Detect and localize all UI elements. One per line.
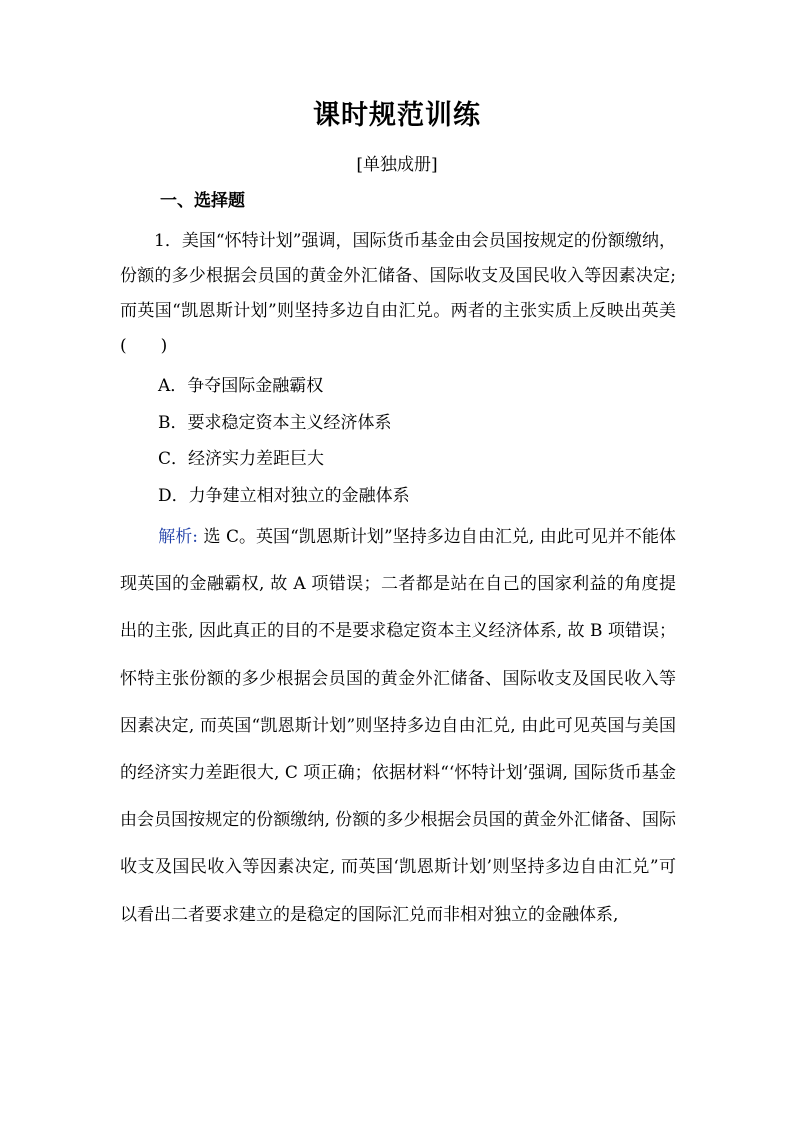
option-b: B．要求稳定资本主义经济体系 xyxy=(158,412,392,433)
section-heading: 一、选择题 xyxy=(160,191,245,211)
question-1 xyxy=(120,224,676,364)
analysis-label: 解析: xyxy=(158,527,199,547)
question-text: 1．美国“怀特计划”强调，国际货币基金由会员国按规定的份额缴纳，份额的多少根据会员国的黄金外汇储备、国际收支及国民收入等因素决定; 而英国“凯恩斯计划”则坚持多边自由汇兑。两者的主张实质上反映出英美( ) xyxy=(120,231,676,356)
option-a: A．争夺国际金融霸权 xyxy=(158,376,324,396)
answer-options xyxy=(158,368,678,514)
page-subtitle: [单独成册] xyxy=(356,155,438,175)
option-d: D．力争建立相对独立的金融体系 xyxy=(158,485,410,506)
page-title: 课时规范训练 xyxy=(313,100,481,131)
option-c: C．经济实力差距巨大 xyxy=(158,449,325,469)
analysis-block xyxy=(120,514,676,939)
analysis-paragraph xyxy=(120,514,676,939)
analysis-text: 选 C。英国“凯恩斯计划”坚持多边自由汇兑, 由此可见并不能体现英国的金融霸权, 故 A 项错误；二者都是站在自己的国家利益的角度提出的主张, 因此真正的目的不是要求稳定资本主义经济体系, 故 B 项错误；怀特主张份额的多少根据会员国的黄金外汇储备、国际收支及国民收入等因素决定, 而英国“凯恩斯计划”则坚持多边自由汇兑, 由此可见英国与美国的经济实力差距很大, C 项正确；依据材料“‘怀特计划’强调, 国际货币基金由会员国按规定的份额缴纳, 份额的多少根据会员国的黄金外汇储备、国际收支及国民收入等因素决定, 而英国‘凯恩斯计划’则坚持多边自由汇兑”可以看出二者要求建立的是稳定的国际汇兑而非相对独立的金融体系, xyxy=(120,527,676,925)
